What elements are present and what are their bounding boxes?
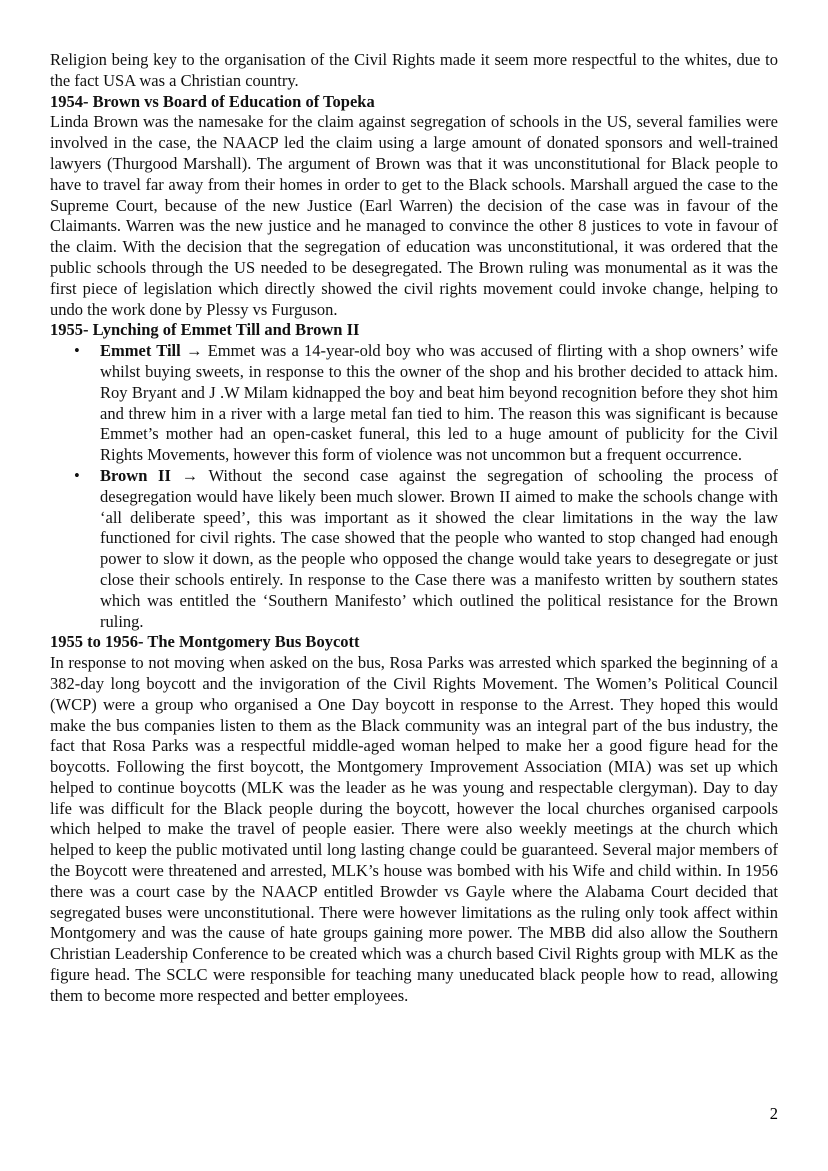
bullet-term: Brown II → [100, 465, 199, 485]
bullet-icon: • [74, 465, 80, 485]
document-page [50, 50, 778, 1007]
bullet-text: Without the second case against the segregation of schooling the process of desegregation would have likely been much slower. Brown II aimed to make the schools change with ‘all deliberate speed’, this was important as it showed the clear limitations in the way the law functioned for civil rights. The case showed that the people who wanted to stop changed had enough power to slow it down, as the people who opposed the change would take years to desegregate or just close their schools entirely. In response to the Case there was a manifesto written by southern states which was entitled the ‘Southern Manifesto’ which outlined the political resistance for the Brown ruling. [100, 465, 779, 631]
bullet-list [50, 341, 778, 632]
list-item-brown-ii [50, 466, 778, 632]
list-item-emmet-till [50, 341, 778, 466]
section-heading-bus-boycott: 1955 to 1956- The Montgomery Bus Boycott [50, 632, 360, 652]
intro-paragraph: Religion being key to the organisation of the Civil Rights made it seem more respectful to the whites, due to the fact USA was a Christian country. [50, 50, 778, 90]
page-number: 2 [769, 1104, 778, 1123]
bullet-term: Emmet Till → [100, 341, 203, 361]
bus-boycott-paragraph: In response to not moving when asked on the bus, Rosa Parks was arrested which sparked the beginning of a 382-day long boycott and the invigoration of the Civil Rights Movement. The Women’s Political Council (WCP) were a group who organised a One Day boycott in response to the Arrest. They hoped this would make the bus companies listen to them as the Black community was an integral part of the bus industry, the fact that Rosa Parks was a respectful middle-aged woman helped to make her a good figure head for the boycotts. Following the first boycott, the Montgomery Improvement Association (MIA) was set up which helped to continue boycotts (MLK was the leader as he was young and respectable clergyman). Day to day life was difficult for the Black people during the boycott, however the local churches organised carpools which helped to make the travel of people easier. There were also weekly meetings at the church which helped to keep the public motivated until long lasting change could be guaranteed. Several major members of the Boycott were threatened and arrested, MLK’s house was bombed with his Wife and child within. In 1956 there was a court case by the NAACP entitled Browder vs Gayle where the Alabama Court decided that segregated buses were unconstitutional. There were however limitations as the ruling only took affect within Montgomery and was the cause of hate groups gaining more power. The MBB did also allow the Southern Christian Leadership Conference to be created which was a church based Civil Rights group with MLK as the figure head. The SCLC were responsible for teaching many uneducated black people how to read, allowing them to become more respected and better employees. [50, 653, 778, 1005]
section-heading-brown-vs-board: 1954- Brown vs Board of Education of Topeka [50, 91, 375, 111]
brown-vs-board-paragraph: Linda Brown was the namesake for the claim against segregation of schools in the US, several families were involved in the case, the NAACP led the claim using a large amount of donated sponsors and well-trained lawyers (Thurgood Marshall). The argument of Brown was that it was unconstitutional for Black people to have to travel far away from their homes in order to get to the Black schools. Marshall argued the case to the Supreme Court, because of the new Justice (Earl Warren) the decision of the case was in favour of the Claimants. Warren was the new justice and he managed to convince the other 8 justices to vote in favour of the claim. With the decision that the segregation of education was unconstitutional, it was ordered that the public schools through the US needed to be desegregated. The Brown ruling was monumental as it was the first piece of legislation which directly showed the civil rights movement could invoke change, helping to undo the work done by Plessy vs Furguson. [50, 112, 778, 319]
bullet-icon: • [74, 341, 80, 361]
bullet-text: Emmet was a 14-year-old boy who was accused of flirting with a shop owners’ wife whilst buying sweets, in response to this the owner of the shop and his brother decided to attack him. Roy Bryant and J .W Milam kidnapped the boy and beat him beyond recognition before they shot him and threw him in a river with a large metal fan tied to him. The reason this was significant is because Emmet’s mother had an open-casket funeral, this led to a huge amount of publicity for the Civil Rights Movements, however this form of violence was not uncommon but a frequent occurrence. [100, 341, 778, 465]
section-heading-emmet-till: 1955- Lynching of Emmet Till and Brown II [50, 320, 360, 340]
